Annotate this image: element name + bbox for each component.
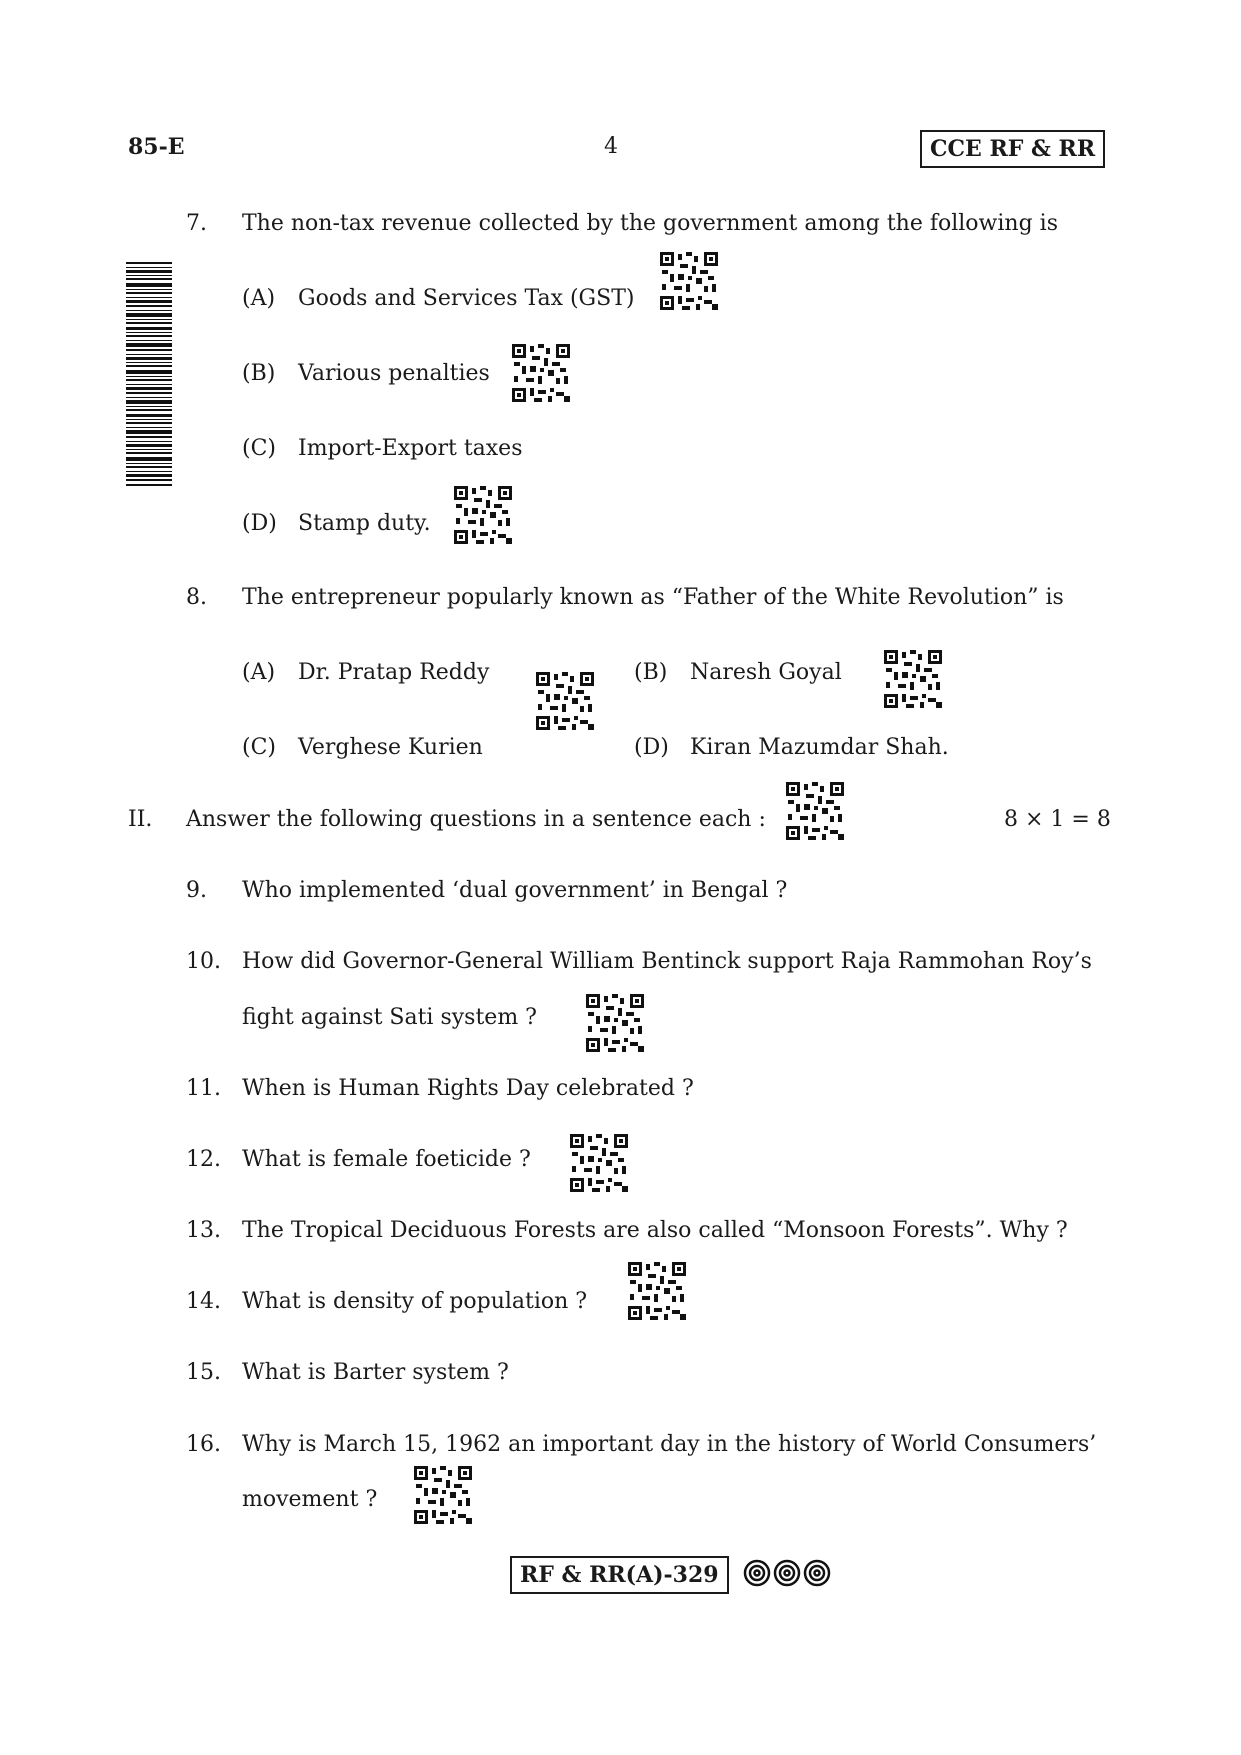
q10-text-line1: How did Governor-General William Bentinck support Raja Rammohan Roy’s bbox=[242, 949, 1092, 974]
q15-number: 15. bbox=[186, 1360, 221, 1385]
footer-code: RF & RR(A)-329 bbox=[510, 1556, 729, 1594]
section-numeral: II. bbox=[128, 807, 153, 832]
q11-text: When is Human Rights Day celebrated ? bbox=[242, 1076, 694, 1101]
q15-text: What is Barter system ? bbox=[242, 1360, 509, 1385]
q8-number: 8. bbox=[186, 585, 207, 610]
series-code: CCE RF & RR bbox=[920, 130, 1105, 168]
q13-number: 13. bbox=[186, 1218, 221, 1243]
qr-code bbox=[536, 672, 594, 730]
q16-number: 16. bbox=[186, 1432, 221, 1457]
q13-text: The Tropical Deciduous Forests are also called “Monsoon Forests”. Why ? bbox=[242, 1218, 1068, 1243]
qr-code bbox=[512, 344, 570, 402]
qr-code bbox=[570, 1134, 628, 1192]
q8-text: The entrepreneur popularly known as “Father of the White Revolution” is bbox=[242, 585, 1064, 610]
q8-option-a-letter: (A) bbox=[242, 660, 276, 685]
q11-number: 11. bbox=[186, 1076, 221, 1101]
q14-number: 14. bbox=[186, 1289, 221, 1314]
q16-text-line2: movement ? bbox=[242, 1487, 378, 1512]
q8-option-b-letter: (B) bbox=[634, 660, 668, 685]
q12-number: 12. bbox=[186, 1147, 221, 1172]
circles-logo-icon bbox=[742, 1558, 832, 1588]
q7-text: The non-tax revenue collected by the government among the following is bbox=[242, 211, 1058, 236]
q7-option-c-text: Import-Export taxes bbox=[298, 436, 523, 461]
q8-option-c-letter: (C) bbox=[242, 735, 276, 760]
qr-code bbox=[586, 994, 644, 1052]
q16-text-line1: Why is March 15, 1962 an important day in the history of World Consumers’ bbox=[242, 1432, 1097, 1457]
page-number: 4 bbox=[604, 134, 618, 159]
q8-option-b-text: Naresh Goyal bbox=[690, 660, 842, 685]
section-instruction: Answer the following questions in a sentence each : bbox=[186, 807, 766, 832]
qr-code bbox=[884, 650, 942, 708]
q8-option-c-text: Verghese Kurien bbox=[298, 735, 483, 760]
q7-option-b-text: Various penalties bbox=[298, 361, 490, 386]
q8-option-d-letter: (D) bbox=[634, 735, 669, 760]
q10-text-line2: fight against Sati system ? bbox=[242, 1005, 537, 1030]
q7-number: 7. bbox=[186, 211, 207, 236]
q8-option-d-text: Kiran Mazumdar Shah. bbox=[690, 735, 949, 760]
q14-text: What is density of population ? bbox=[242, 1289, 588, 1314]
q8-option-a-text: Dr. Pratap Reddy bbox=[298, 660, 490, 685]
qr-code bbox=[628, 1262, 686, 1320]
q7-option-d-letter: (D) bbox=[242, 511, 277, 536]
section-marks: 8 × 1 = 8 bbox=[1004, 807, 1111, 832]
q7-option-a-text: Goods and Services Tax (GST) bbox=[298, 286, 635, 311]
barcode bbox=[126, 262, 172, 486]
q9-text: Who implemented ‘dual government’ in Bengal ? bbox=[242, 878, 788, 903]
qr-code bbox=[660, 252, 718, 310]
paper-code: 85-E bbox=[128, 134, 185, 160]
q7-option-c-letter: (C) bbox=[242, 436, 276, 461]
qr-code bbox=[454, 486, 512, 544]
qr-code bbox=[786, 782, 844, 840]
q9-number: 9. bbox=[186, 878, 207, 903]
q10-number: 10. bbox=[186, 949, 221, 974]
q7-option-d-text: Stamp duty. bbox=[298, 511, 431, 536]
q7-option-b-letter: (B) bbox=[242, 361, 276, 386]
q7-option-a-letter: (A) bbox=[242, 286, 276, 311]
qr-code bbox=[414, 1466, 472, 1524]
q12-text: What is female foeticide ? bbox=[242, 1147, 531, 1172]
